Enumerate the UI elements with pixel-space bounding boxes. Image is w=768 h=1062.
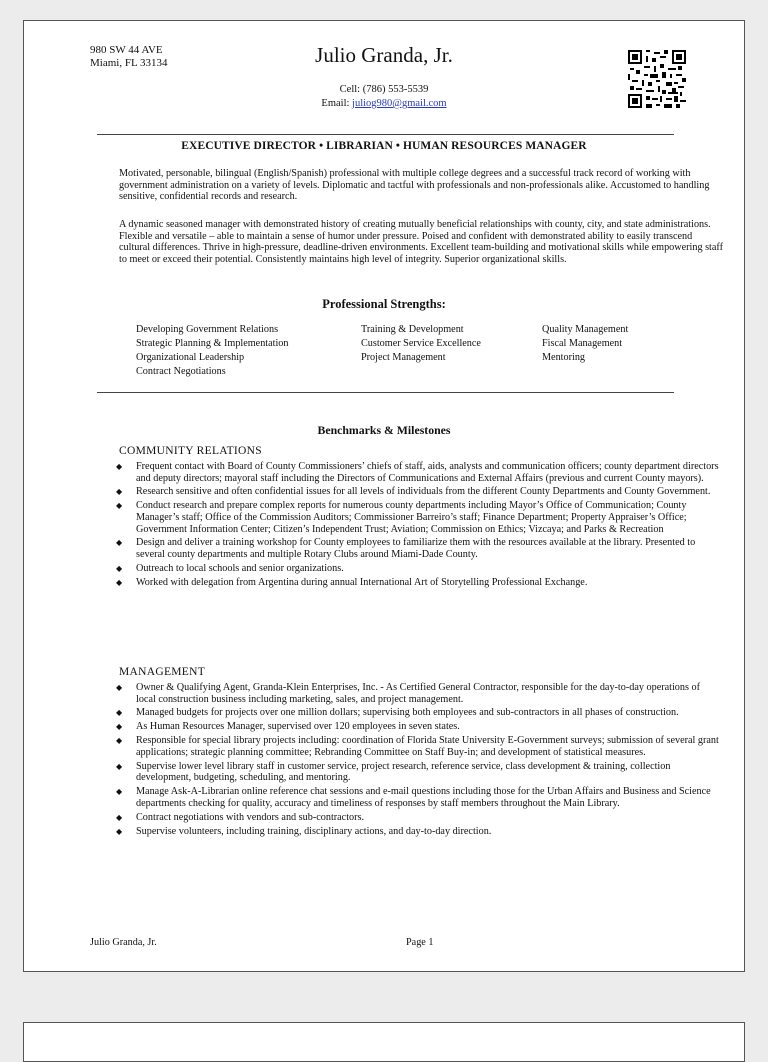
- strengths-column-1: [136, 323, 289, 379]
- list-item: ◆ Outreach to local schools and senior organizations.: [116, 563, 721, 575]
- management-heading: MANAGEMENT: [119, 666, 206, 678]
- strength-item: Strategic Planning & Implementation: [136, 338, 289, 349]
- strengths-title: Professional Strengths:: [322, 297, 446, 311]
- strengths-column-2: [361, 323, 481, 365]
- strength-item: Quality Management: [542, 324, 629, 335]
- strength-item: Organizational Leadership: [136, 352, 245, 363]
- list-item: ◆ Owner & Qualifying Agent, Granda-Klein Enterprises, Inc. - As Certified General Contractor, responsible for the day-to-day operations of local construction business including marketing, sales, and project management.: [116, 682, 721, 705]
- strength-item: Contract Negotiations: [136, 366, 226, 377]
- benchmarks-title: Benchmarks & Milestones: [317, 423, 451, 437]
- list-item: ◆ Manage Ask-A-Librarian online reference chat sessions and e-mail questions including those for the Urban Affairs and Business and Science departments checking for quality, accuracy and timeliness of responses by staff members throughout the Main Library.: [116, 786, 721, 809]
- divider: [97, 134, 674, 135]
- list-item: ◆ Design and deliver a training workshop for County employees to familiarize them with the resources available at the library. Presented to several county departments and multiple Rotary Clubs around Miami-Dade County.: [116, 537, 721, 560]
- strength-item: Project Management: [361, 352, 446, 363]
- strength-item: Fiscal Management: [542, 338, 623, 349]
- resume-page: [23, 20, 745, 972]
- next-page: [23, 1022, 745, 1062]
- address-line-2: Miami, FL 33134: [90, 57, 168, 69]
- community-relations-list: [116, 461, 721, 591]
- summary-paragraph-2: A dynamic seasoned manager with demonstrated history of creating mutually beneficial relationships with county, city, and state administrations. Flexible and versatile – able to maintain a sense of humor under pressure. Poised and confident with demonstrated ability to easily transcend cultural differences. Thrive in high-pressure, deadline-driven environments. Excellent team-building and motivational skills while empowering staff to meet or exceed their potential. Consistently maintains high level of integrity. Superior organizational skills.: [119, 219, 724, 265]
- strength-item: Training & Development: [361, 324, 464, 335]
- cell-phone: Cell: (786) 553-5539: [339, 84, 429, 95]
- list-item: ◆ Research sensitive and often confidential issues for all levels of individuals from the different County Departments and County Government.: [116, 486, 721, 498]
- page-number: Page 1: [406, 937, 434, 948]
- list-item: ◆ Contract negotiations with vendors and sub-contractors.: [116, 812, 721, 824]
- list-item: ◆ Supervise volunteers, including training, disciplinary actions, and day-to-day direction.: [116, 826, 721, 838]
- email-label: Email:: [321, 98, 353, 109]
- list-item: ◆ Conduct research and prepare complex reports for numerous county departments including Mayor’s Office of Communication; County Manager’s staff; Office of the Commission Auditors; Commissioner Barreiro’s staff; Finance Department; Property Appraiser’s Office; Government Information Center; Citizen’s Independent Trust; Aviation; Commission on Ethics; Vizcaya; and Parks & Recreation: [116, 500, 721, 535]
- list-item: ◆ Managed budgets for projects over one million dollars; supervising both employees and sub-contractors in all phases of construction.: [116, 707, 721, 719]
- footer-name: Julio Granda, Jr.: [90, 937, 157, 948]
- headline: EXECUTIVE DIRECTOR • LIBRARIAN • HUMAN RESOURCES MANAGER: [181, 140, 587, 152]
- list-item: ◆ Frequent contact with Board of County Commissioners’ chiefs of staff, aids, analysts and communication officers; county department directors and deputy directors; mayoral staff including the Directors of Communications and External Affairs (previous and current County mayors).: [116, 461, 721, 484]
- email-link[interactable]: juliog980@gmail.com: [352, 98, 447, 109]
- management-list: [116, 682, 721, 840]
- strength-item: Customer Service Excellence: [361, 338, 481, 349]
- community-relations-heading: COMMUNITY RELATIONS: [119, 445, 262, 457]
- list-item: ◆ Worked with delegation from Argentina during annual International Art of Storytelling Professional Exchange.: [116, 577, 721, 589]
- strength-item: Developing Government Relations: [136, 324, 279, 335]
- summary-paragraph-1: Motivated, personable, bilingual (English/Spanish) professional with multiple college degrees and a successful track record of working with government administration on a variety of levels. Diplomatic and tactful with professionals and non-professionals alike. Accustomed to handling sensitive, confidential records and research.: [119, 168, 710, 203]
- strength-item: Mentoring: [542, 352, 586, 363]
- strengths-column-3: [542, 323, 628, 365]
- qr-code-icon: [628, 50, 686, 108]
- list-item: ◆ Responsible for special library projects including: coordination of Florida State University E-Government surveys; submission of several grant applications; strategic planning committee; Rebranding Committee on Staff Buy-in; and development of statistical measures.: [116, 735, 721, 758]
- address-line-1: 980 SW 44 AVE: [90, 44, 163, 56]
- page-title: Julio Granda, Jr.: [315, 43, 453, 67]
- list-item: ◆ Supervise lower level library staff in customer service, project research, reference service, class development & training, collection development, budgeting, scheduling, and mentoring.: [116, 761, 721, 784]
- list-item: ◆ As Human Resources Manager, supervised over 120 employees in seven states.: [116, 721, 721, 733]
- divider: [97, 392, 674, 393]
